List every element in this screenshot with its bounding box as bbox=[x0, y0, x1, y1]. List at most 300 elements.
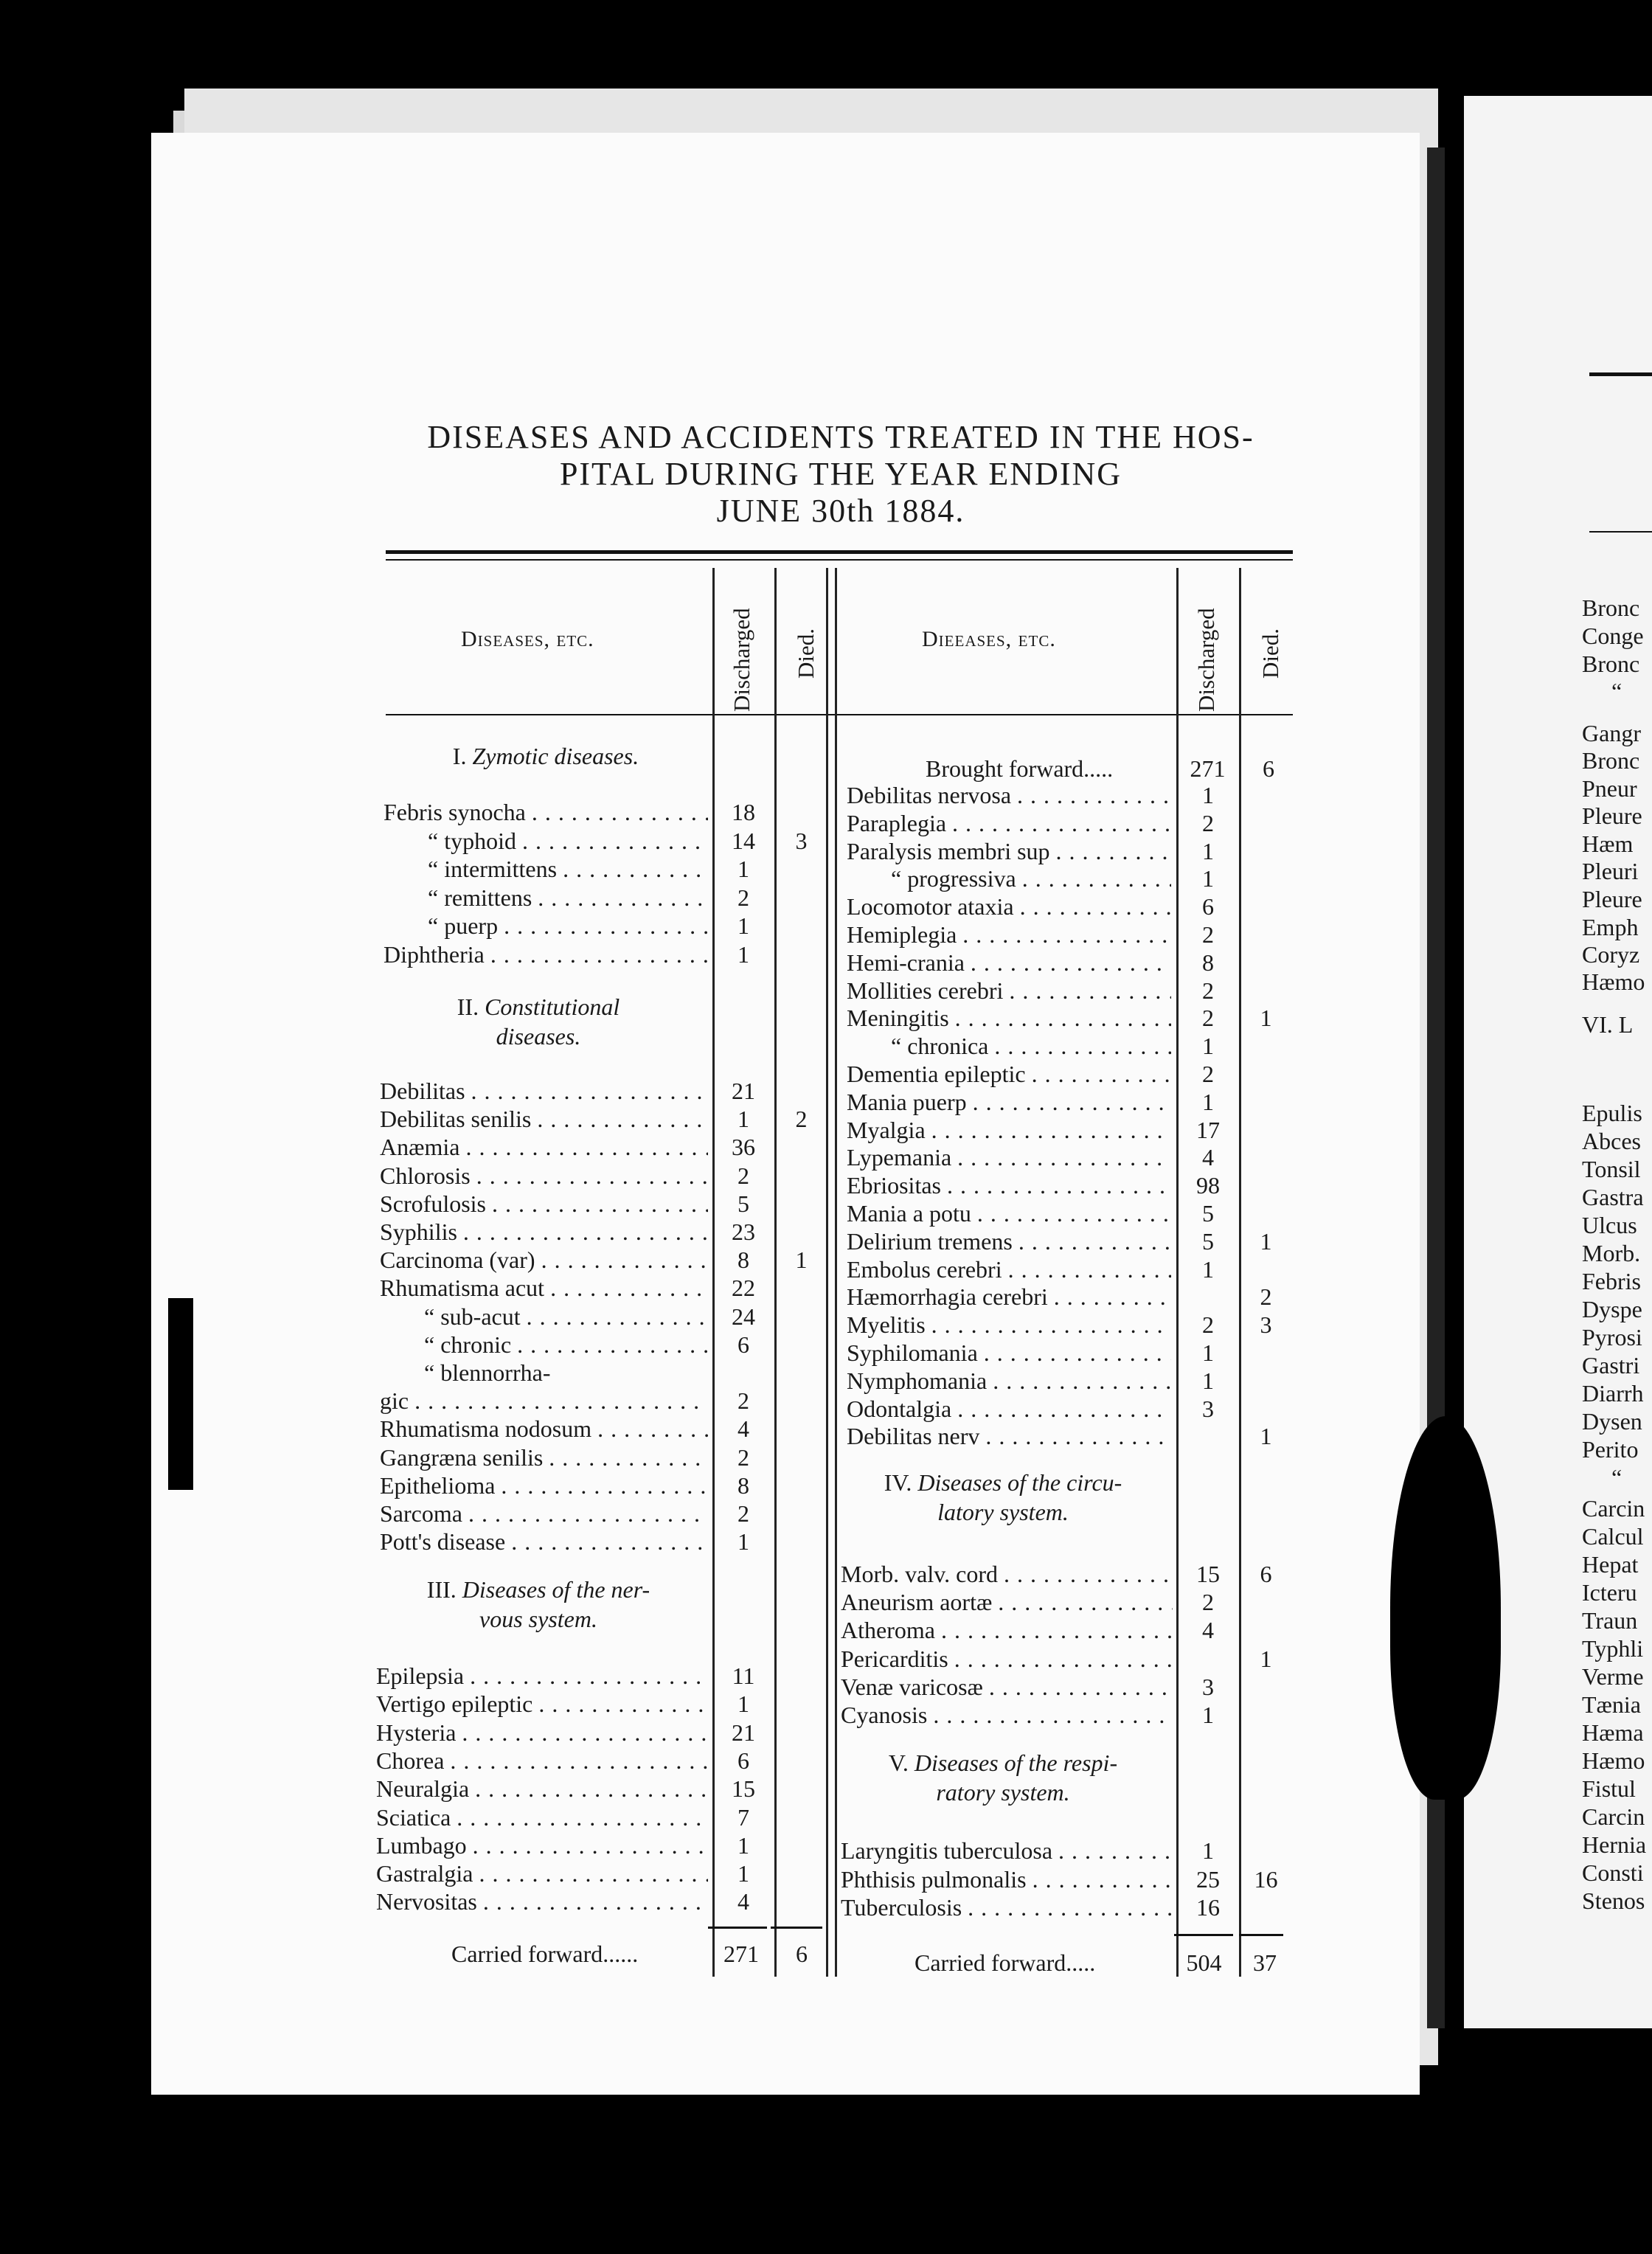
died-count bbox=[1242, 1199, 1290, 1227]
table-row bbox=[380, 1359, 708, 1387]
discharged-count bbox=[714, 1359, 773, 1387]
table-row bbox=[841, 1837, 1173, 1865]
carried-died-left: 6 bbox=[796, 1941, 808, 1967]
table-row bbox=[376, 1690, 708, 1718]
col-divider bbox=[1239, 568, 1241, 1977]
disease-name: Laryngitis tuberculosa . . . bbox=[841, 1837, 1173, 1865]
disease-name: Phthisis pulmonalis . . . bbox=[841, 1865, 1173, 1893]
header-diseases-left: Diseases, etc. bbox=[461, 627, 594, 651]
section-heading-constitutional bbox=[398, 992, 678, 1051]
discharged-count: 23 bbox=[732, 1218, 755, 1245]
discharged-count: 22 bbox=[732, 1275, 755, 1302]
discharged-count: 1 bbox=[738, 1690, 749, 1718]
header-rule bbox=[386, 714, 1293, 715]
top-rule bbox=[386, 550, 1293, 554]
disease-name: Mania a potu . . . bbox=[847, 1199, 1171, 1227]
died-count bbox=[777, 940, 825, 968]
discharged-count: 1 bbox=[738, 940, 749, 968]
disease-name: “ progressiva . . . bbox=[847, 864, 1171, 892]
died-count bbox=[777, 1274, 825, 1302]
next-page-line: Typhli bbox=[1582, 1635, 1644, 1662]
section-title: Diseases of the circu- bbox=[917, 1469, 1122, 1496]
died-count: 2 bbox=[795, 1106, 808, 1133]
next-page-line: Consti bbox=[1582, 1859, 1644, 1886]
next-page-rule bbox=[1589, 531, 1652, 533]
top-rule-thin bbox=[386, 559, 1293, 561]
page-notch bbox=[168, 1298, 193, 1490]
table-row bbox=[380, 1471, 708, 1499]
next-page-line: Gastri bbox=[1582, 1352, 1640, 1379]
next-page-line: Tonsil bbox=[1582, 1156, 1641, 1182]
total-rule bbox=[708, 1927, 767, 1929]
table-row bbox=[376, 1719, 708, 1747]
died-count: 1 bbox=[1260, 1005, 1272, 1032]
next-page-line: Traun bbox=[1582, 1607, 1638, 1634]
discharged-count bbox=[1179, 1645, 1238, 1673]
died-count bbox=[1242, 1395, 1290, 1423]
died-count bbox=[777, 1775, 825, 1803]
discharged-count: 5 bbox=[1202, 1227, 1214, 1255]
disease-name: Delirium tremens . . . bbox=[847, 1227, 1171, 1255]
discharged-count: 25 bbox=[1196, 1865, 1220, 1893]
disease-name: “ typhoid . . . bbox=[384, 827, 708, 855]
died-count: 1 bbox=[1260, 1423, 1272, 1450]
discharged-count: 1 bbox=[738, 1528, 749, 1556]
disease-name: Dementia epileptic . . . bbox=[847, 1060, 1171, 1088]
section-number: I. bbox=[452, 743, 467, 769]
disease-name: Meningitis . . . bbox=[847, 1004, 1171, 1032]
disease-name: Epilepsia . . . bbox=[376, 1662, 708, 1690]
discharged-count bbox=[1179, 1283, 1238, 1311]
died-count bbox=[777, 1387, 825, 1415]
table-row bbox=[847, 1004, 1171, 1032]
discharged-count: 1 bbox=[738, 1860, 749, 1887]
died-count bbox=[1242, 1616, 1290, 1644]
next-page-rule bbox=[1589, 372, 1652, 376]
died-count bbox=[777, 1218, 825, 1246]
carried-forward-label: Carried forward bbox=[451, 1941, 603, 1967]
table-row bbox=[376, 1662, 708, 1690]
disease-name: Syphilis . . . bbox=[380, 1218, 708, 1246]
section-title: Constitutional bbox=[485, 994, 620, 1020]
discharged-count: 1 bbox=[738, 912, 749, 939]
table-row bbox=[841, 1673, 1173, 1701]
table-row bbox=[380, 1246, 708, 1274]
discharged-count: 3 bbox=[1202, 1395, 1214, 1422]
discharged-count: 2 bbox=[1202, 809, 1214, 836]
carried-discharged-left: 271 bbox=[723, 1941, 759, 1967]
disease-name: Nervositas . . . bbox=[376, 1887, 708, 1915]
died-count bbox=[1242, 1837, 1290, 1865]
died-count bbox=[1242, 809, 1290, 837]
discharged-count: 18 bbox=[732, 799, 755, 825]
disease-name: Atheroma . . . bbox=[841, 1616, 1173, 1644]
next-page-line: “ bbox=[1611, 1464, 1622, 1491]
died-count bbox=[1242, 1588, 1290, 1616]
next-page-line: Dysen bbox=[1582, 1408, 1642, 1435]
table-row bbox=[847, 1339, 1171, 1367]
next-page-line: Pleuri bbox=[1582, 858, 1639, 884]
died-count bbox=[777, 798, 825, 826]
title-line-1: DISEASES AND ACCIDENTS TREATED IN THE HOS- bbox=[427, 419, 1254, 455]
carried-forward-label: Carried forward bbox=[914, 1949, 1066, 1976]
section-heading-circulatory bbox=[841, 1468, 1165, 1527]
died-count bbox=[777, 912, 825, 940]
next-page-line: Dyspe bbox=[1582, 1296, 1642, 1322]
discharged-count: 4 bbox=[738, 1888, 749, 1915]
next-page-line: Pyrosi bbox=[1582, 1324, 1642, 1350]
died-count bbox=[1242, 864, 1290, 892]
brought-died: 6 bbox=[1263, 755, 1274, 782]
table-row bbox=[841, 1701, 1173, 1729]
section-title: Diseases of the respi- bbox=[914, 1750, 1118, 1776]
table-row bbox=[847, 977, 1171, 1005]
next-page-line: Perito bbox=[1582, 1436, 1639, 1463]
died-count: 3 bbox=[795, 827, 808, 854]
table-row bbox=[384, 912, 708, 940]
next-page-line: Icteru bbox=[1582, 1579, 1637, 1606]
table-row bbox=[376, 1775, 708, 1803]
section-title: Zymotic diseases. bbox=[472, 743, 639, 769]
table-row bbox=[847, 1311, 1171, 1339]
died-count bbox=[1242, 1171, 1290, 1199]
died-count bbox=[777, 1359, 825, 1387]
disease-name: Diphtheria . . . bbox=[384, 940, 708, 968]
header-died-left: Died. bbox=[793, 628, 819, 679]
table-row bbox=[376, 1887, 708, 1915]
table-row bbox=[847, 864, 1171, 892]
next-page-line: Fistul bbox=[1582, 1775, 1636, 1802]
disease-name: Epithelioma . . . bbox=[380, 1471, 708, 1499]
section-title-cont: diseases. bbox=[496, 1023, 581, 1050]
next-page-line: Gangr bbox=[1582, 720, 1641, 746]
disease-name: Scrofulosis . . . bbox=[380, 1190, 708, 1218]
next-page-line: Pneur bbox=[1582, 775, 1637, 802]
discharged-count bbox=[1179, 1422, 1238, 1450]
disease-name: Venæ varicosæ . . . bbox=[841, 1673, 1173, 1701]
discharged-count: 2 bbox=[1202, 921, 1214, 948]
discharged-count: 8 bbox=[738, 1246, 749, 1274]
table-row bbox=[841, 1588, 1173, 1616]
discharged-count: 2 bbox=[1202, 1589, 1214, 1616]
disease-name: Nymphomania . . . bbox=[847, 1367, 1171, 1395]
next-page-line: Bronc bbox=[1582, 594, 1640, 621]
disease-name: Febris synocha . . . bbox=[384, 798, 708, 826]
discharged-count: 98 bbox=[1196, 1172, 1220, 1199]
disease-name: Chlorosis . . . bbox=[380, 1162, 708, 1190]
died-count bbox=[777, 1831, 825, 1859]
disease-name: Ebriositas . . . bbox=[847, 1171, 1171, 1199]
died-count bbox=[777, 1190, 825, 1218]
table-row bbox=[847, 1060, 1171, 1088]
next-page-line: Pleure bbox=[1582, 886, 1642, 912]
leader-dots: ..... bbox=[1066, 1949, 1096, 1976]
title-line-2: PITAL DURING THE YEAR ENDING bbox=[559, 456, 1122, 492]
next-page-line: Carcin bbox=[1582, 1495, 1645, 1522]
disease-name: Gastralgia . . . bbox=[376, 1859, 708, 1887]
table-row bbox=[847, 781, 1171, 809]
died-count bbox=[777, 1162, 825, 1190]
discharged-count: 8 bbox=[1202, 949, 1214, 976]
header-died-right: Died. bbox=[1257, 628, 1283, 679]
brought-forward-label: Brought forward bbox=[926, 755, 1084, 782]
discharged-count: 1 bbox=[1202, 1088, 1214, 1115]
died-count: 1 bbox=[795, 1246, 808, 1274]
table-row bbox=[380, 1077, 708, 1105]
next-page-line: Hæma bbox=[1582, 1719, 1644, 1746]
table-row bbox=[376, 1859, 708, 1887]
disease-name: Embolus cerebri . . . bbox=[847, 1255, 1171, 1283]
disease-name: Aneurism aortæ . . . bbox=[841, 1588, 1173, 1616]
died-count bbox=[1242, 781, 1290, 809]
discharged-count: 3 bbox=[1202, 1673, 1214, 1700]
died-count bbox=[1242, 1060, 1290, 1088]
died-count: 1 bbox=[1260, 1227, 1272, 1255]
col-divider bbox=[826, 568, 828, 1977]
next-page-line: Coryz bbox=[1582, 941, 1640, 968]
table-row bbox=[847, 949, 1171, 977]
disease-name: “ puerp . . . bbox=[384, 912, 708, 940]
table-row bbox=[376, 1803, 708, 1831]
next-page-line: Febris bbox=[1582, 1268, 1641, 1294]
died-count bbox=[777, 1690, 825, 1718]
table-row bbox=[380, 1303, 708, 1331]
next-page-line: Hæm bbox=[1582, 830, 1634, 857]
total-rule bbox=[771, 1927, 822, 1929]
died-count: 16 bbox=[1254, 1865, 1278, 1893]
leader-dots: ...... bbox=[603, 1941, 639, 1967]
next-page-line: Diarrh bbox=[1582, 1380, 1644, 1407]
discharged-count: 4 bbox=[1202, 1144, 1214, 1171]
next-page-line: Conge bbox=[1582, 623, 1644, 649]
header-discharged-left: Discharged bbox=[729, 608, 754, 712]
section-title-cont: latory system. bbox=[937, 1499, 1069, 1525]
next-page-line: Gastra bbox=[1582, 1184, 1644, 1210]
disease-name: Debilitas nerv . . . bbox=[847, 1422, 1171, 1450]
next-page-line: Stenos bbox=[1582, 1887, 1645, 1914]
disease-name: “ remittens . . . bbox=[384, 884, 708, 912]
disease-name: Hemi-crania . . . bbox=[847, 949, 1171, 977]
died-count bbox=[1242, 920, 1290, 949]
section-heading-nervous bbox=[384, 1575, 693, 1634]
disease-name: Pott's disease . . . bbox=[380, 1527, 708, 1556]
discharged-count: 1 bbox=[738, 856, 749, 882]
brought-forward bbox=[926, 755, 1176, 783]
discharged-count: 1 bbox=[1202, 865, 1214, 892]
died-count bbox=[1242, 892, 1290, 920]
table-row bbox=[841, 1865, 1173, 1893]
disease-name: Myelitis . . . bbox=[847, 1311, 1171, 1339]
discharged-count: 2 bbox=[1202, 1005, 1214, 1032]
table-row bbox=[380, 1499, 708, 1527]
died-count bbox=[1242, 1673, 1290, 1701]
next-page-line: Hernia bbox=[1582, 1831, 1647, 1858]
discharged-count: 7 bbox=[738, 1803, 749, 1831]
table-row bbox=[380, 1190, 708, 1218]
table-row bbox=[380, 1133, 708, 1161]
table-row bbox=[841, 1616, 1173, 1644]
discharged-count: 2 bbox=[1202, 977, 1214, 1004]
col-divider bbox=[835, 568, 837, 1977]
disease-name: Myalgia . . . bbox=[847, 1116, 1171, 1144]
discharged-count: 2 bbox=[1202, 1311, 1214, 1339]
next-page-line: Hæmo bbox=[1582, 1747, 1645, 1774]
discharged-count: 1 bbox=[1202, 1367, 1214, 1394]
table-row bbox=[376, 1747, 708, 1775]
disease-name: Debilitas . . . bbox=[380, 1077, 708, 1105]
next-page-line: Hæmo bbox=[1582, 968, 1645, 995]
brought-discharged: 271 bbox=[1190, 755, 1226, 782]
disease-name: Pericarditis . . . bbox=[841, 1645, 1173, 1673]
disease-name: Chorea . . . bbox=[376, 1747, 708, 1775]
discharged-count: 1 bbox=[1202, 837, 1214, 864]
died-count bbox=[777, 1471, 825, 1499]
disease-name: Sciatica . . . bbox=[376, 1803, 708, 1831]
discharged-count: 6 bbox=[738, 1331, 749, 1358]
died-count bbox=[777, 1303, 825, 1331]
died-count bbox=[1242, 1367, 1290, 1395]
discharged-count: 15 bbox=[732, 1775, 755, 1803]
next-page-line: Ulcus bbox=[1582, 1212, 1637, 1238]
died-count bbox=[777, 1859, 825, 1887]
table-row bbox=[847, 1143, 1171, 1171]
section-number: II. bbox=[457, 994, 479, 1020]
next-page-line: Epulis bbox=[1582, 1100, 1642, 1126]
disease-name: Hemiplegia . . . bbox=[847, 920, 1171, 949]
table-row bbox=[847, 1422, 1171, 1450]
died-count bbox=[1242, 1032, 1290, 1060]
discharged-count: 24 bbox=[732, 1303, 755, 1330]
disease-name: Rhumatisma acut . . . bbox=[380, 1274, 708, 1302]
died-count bbox=[777, 884, 825, 912]
disease-name: Tuberculosis . . . bbox=[841, 1893, 1173, 1921]
disease-name: Gangræna senilis . . . bbox=[380, 1443, 708, 1471]
table-row bbox=[384, 827, 708, 855]
total-rule bbox=[1239, 1934, 1283, 1936]
died-count: 1 bbox=[1260, 1645, 1272, 1672]
discharged-count: 6 bbox=[738, 1747, 749, 1774]
discharged-count: 5 bbox=[1202, 1200, 1214, 1227]
discharged-count: 2 bbox=[738, 884, 749, 911]
table-row bbox=[841, 1645, 1173, 1673]
disease-name: “ sub-acut . . . bbox=[380, 1303, 708, 1331]
disease-name: Hæmorrhagia cerebri . . . bbox=[847, 1283, 1171, 1311]
torn-hole bbox=[1390, 1416, 1501, 1800]
next-page-line: Tænia bbox=[1582, 1691, 1641, 1718]
section-heading-respiratory bbox=[841, 1748, 1165, 1807]
leader-dots: ..... bbox=[1083, 755, 1114, 782]
died-count bbox=[777, 1803, 825, 1831]
disease-name: Debilitas senilis . . . bbox=[380, 1105, 708, 1133]
died-count bbox=[1242, 977, 1290, 1005]
section-heading-zymotic bbox=[413, 741, 678, 771]
table-row bbox=[380, 1218, 708, 1246]
table-row bbox=[847, 1283, 1171, 1311]
disease-name: Mollities cerebri . . . bbox=[847, 977, 1171, 1005]
discharged-count: 5 bbox=[738, 1190, 749, 1217]
table-row bbox=[847, 892, 1171, 920]
discharged-count: 4 bbox=[738, 1415, 749, 1443]
disease-name: gic . . . bbox=[380, 1387, 708, 1415]
discharged-count: 1 bbox=[1202, 1033, 1214, 1060]
discharged-count: 1 bbox=[738, 1831, 749, 1859]
table-row bbox=[847, 1227, 1171, 1255]
discharged-count: 8 bbox=[738, 1471, 749, 1499]
table-row bbox=[847, 1032, 1171, 1060]
discharged-count: 36 bbox=[732, 1134, 755, 1161]
discharged-count: 6 bbox=[1202, 893, 1214, 920]
discharged-count: 1 bbox=[1202, 1837, 1214, 1864]
table-row bbox=[841, 1893, 1173, 1921]
disease-name: Vertigo epileptic . . . bbox=[376, 1690, 708, 1718]
disease-name: “ blennorrha- bbox=[424, 1359, 551, 1386]
died-count bbox=[777, 1887, 825, 1915]
disease-name: Neuralgia . . . bbox=[376, 1775, 708, 1803]
table-row bbox=[847, 920, 1171, 949]
died-count bbox=[777, 1747, 825, 1775]
disease-name: Rhumatisma nodosum . . . bbox=[380, 1415, 708, 1443]
table-row bbox=[384, 884, 708, 912]
disease-name: Odontalgia . . . bbox=[847, 1395, 1171, 1423]
discharged-count: 2 bbox=[1202, 1061, 1214, 1087]
section-title-cont: vous system. bbox=[479, 1606, 597, 1632]
discharged-count: 21 bbox=[732, 1078, 755, 1104]
discharged-count: 1 bbox=[738, 1106, 749, 1133]
next-page-line: Pleure bbox=[1582, 802, 1642, 829]
carried-forward-left bbox=[451, 1940, 702, 1968]
died-count bbox=[1242, 1088, 1290, 1116]
next-page-line: Bronc bbox=[1582, 747, 1640, 774]
disease-name: Cyanosis . . . bbox=[841, 1701, 1173, 1729]
table-row bbox=[376, 1831, 708, 1859]
disease-name: Paraplegia . . . bbox=[847, 809, 1171, 837]
discharged-count: 1 bbox=[1202, 1339, 1214, 1366]
carried-died-right: 37 bbox=[1253, 1949, 1277, 1976]
died-count bbox=[1242, 1143, 1290, 1171]
title-line-3: JUNE 30th 1884. bbox=[716, 493, 965, 529]
table-row bbox=[380, 1105, 708, 1133]
table-row bbox=[380, 1162, 708, 1190]
disease-name: “ intermittens . . . bbox=[384, 855, 708, 883]
table-row bbox=[384, 940, 708, 968]
table-row bbox=[847, 1171, 1171, 1199]
next-page-line: Calcul bbox=[1582, 1523, 1644, 1550]
discharged-count: 1 bbox=[1202, 1702, 1214, 1728]
discharged-count: 16 bbox=[1196, 1894, 1220, 1921]
next-page-line: Verme bbox=[1582, 1663, 1644, 1690]
disease-name: “ chronica . . . bbox=[847, 1032, 1171, 1060]
disease-name: Anæmia . . . bbox=[380, 1133, 708, 1161]
table-row bbox=[847, 809, 1171, 837]
table-row bbox=[847, 1367, 1171, 1395]
table-row bbox=[380, 1331, 708, 1359]
table-row bbox=[380, 1387, 708, 1415]
died-count bbox=[1242, 837, 1290, 865]
section-number: IV. bbox=[884, 1469, 912, 1496]
died-count: 6 bbox=[1260, 1561, 1272, 1587]
discharged-count: 21 bbox=[732, 1719, 755, 1746]
discharged-count: 17 bbox=[1196, 1116, 1220, 1143]
table-row bbox=[380, 1274, 708, 1302]
died-count bbox=[1242, 1116, 1290, 1144]
died-count: 3 bbox=[1260, 1311, 1272, 1339]
carried-discharged-right: 504 bbox=[1186, 1949, 1222, 1976]
total-rule bbox=[1174, 1934, 1233, 1936]
discharged-count: 2 bbox=[738, 1162, 749, 1189]
died-count bbox=[777, 1499, 825, 1527]
table-row bbox=[380, 1443, 708, 1471]
disease-name: Debilitas nervosa . . . bbox=[847, 781, 1171, 809]
